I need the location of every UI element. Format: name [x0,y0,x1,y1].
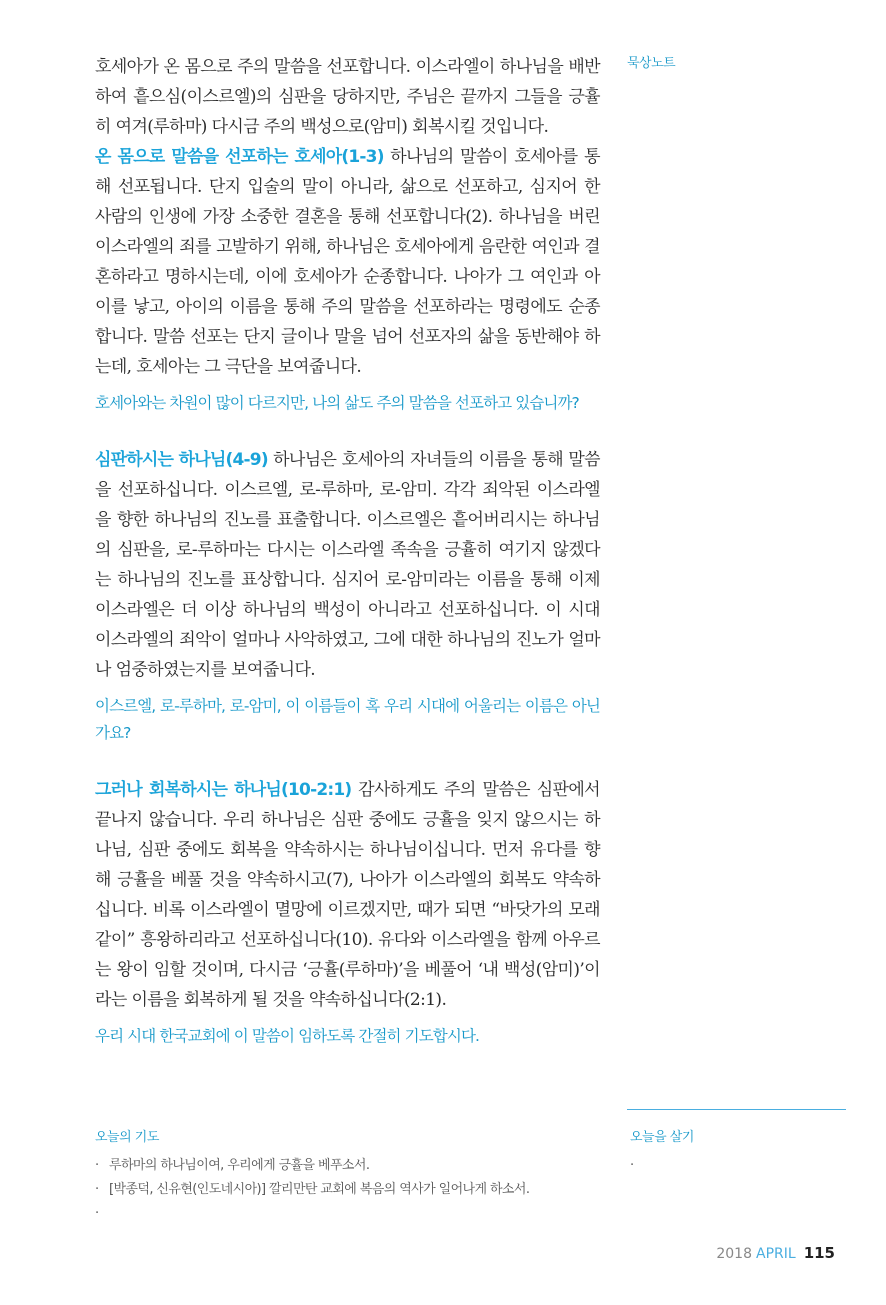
section-3 [95,775,600,1050]
page-footer [716,1244,835,1262]
main-text [95,52,600,1078]
section-1 [95,142,600,417]
reflection-question: 이스르엘, 로-루하마, 로-암미, 이 이름들이 혹 우리 시대에 어울리는 이름은 아닌가요? [95,697,600,742]
prayer-item [95,1178,600,1202]
reflection-question: 호세아와는 차원이 많이 다르지만, 나의 삶도 주의 말씀을 선포하고 있습니까? [95,394,579,412]
section-heading: 심판하시는 하나님(4-9) [95,450,268,470]
page-number: 115 [803,1244,835,1262]
section-heading: 그러나 회복하시는 하나님(10-2:1) [95,780,352,800]
bullet-icon: · [95,1182,99,1197]
section-heading: 온 몸으로 말씀을 선포하는 호세아(1-3) [95,147,384,167]
section-body: 감사하게도 주의 말씀은 심판에서 끝나지 않습니다. 우리 하나님은 심판 중에도 긍휼을 잊지 않으시는 하나님, 심판 중에도 회복을 약속하시는 하나님이십니다. 먼저 유다를 향해 긍휼을 베풀 것을 약속하시고(7), 나아가 이스라엘의 회복도 약속하십니다. 비록 이스라엘이 멸망에 이르겠지만, 때가 되면 “바닷가의 모래 같이” 흥왕하리라고 선포하십니다(10). 유다와 이스라엘을 함께 아우르는 왕이 임할 것이며, 다시금 ‘긍휼(루하마)’을 베풀어 ‘내 백성(암미)’이라는 이름을 회복하게 될 것을 약속하십니다(2:1). [95,780,600,1010]
prayer-list [95,1154,600,1226]
sidebar-label: 묵상노트 [627,56,676,71]
section-body: 하나님의 말씀이 호세아를 통해 선포됩니다. 단지 입술의 말이 아니라, 삶으로 선포하고, 심지어 한 사람의 인생에 가장 소중한 결혼을 통해 선포합니다(2). 하나님을 버린 이스라엘의 죄를 고발하기 위해, 하나님은 호세아에게 음란한 여인과 결혼하라고 명하시는데, 이에 호세아가 순종합니다. 나아가 그 여인과 아이를 낳고, 아이의 이름을 통해 주의 말씀을 선포하라는 명령에도 순종합니다. 말씀 선포는 단지 글이나 말을 넘어 선포자의 삶을 동반해야 하는데, 호세아는 그 극단을 보여줍니다. [95,147,600,377]
footer-year: 2018 [716,1246,752,1262]
sidebar-divider [627,1109,846,1110]
section-body: 하나님은 호세아의 자녀들의 이름을 통해 말씀을 선포하십니다. 이스르엘, 로-루하마, 로-암미. 각각 죄악된 이스라엘을 향한 하나님의 진노를 표출합니다. 이스르엘은 흩어버리시는 하나님의 심판을, 로-루하마는 다시는 이스라엘 족속을 긍휼히 여기지 않겠다는 하나님의 진노를 표상합니다. 심지어 로-암미라는 이름을 통해 이제 이스라엘은 더 이상 하나님의 백성이 아니라고 선포하십니다. 이 시대 이스라엘의 죄악이 얼마나 사악하였고, 그에 대한 하나님의 진노가 얼마나 엄중하였는지를 보여줍니다. [95,450,600,680]
section-paragraph [95,142,600,382]
prayer-title: 오늘의 기도 [95,1130,159,1145]
bullet-icon: · [95,1206,99,1221]
section-paragraph [95,445,600,685]
live-today-box [630,1126,840,1178]
live-today-title: 오늘을 살기 [630,1130,694,1145]
reflection-question: 우리 시대 한국교회에 이 말씀이 임하도록 간절히 기도합시다. [95,1027,480,1045]
footer-month: APRIL [756,1246,796,1262]
prayer-item-text: [박종덕, 신유현(인도네시아)] 깔리만탄 교회에 복음의 역사가 일어나게 하소서. [109,1182,530,1197]
section-paragraph [95,775,600,1015]
prayer-box [95,1126,600,1226]
bullet-icon: · [95,1158,99,1173]
prayer-item-text: 루하마의 하나님이여, 우리에게 긍휼을 베푸소서. [109,1158,370,1173]
prayer-item [95,1202,600,1226]
bullet-icon: · [630,1158,635,1173]
section-2 [95,445,600,747]
intro-paragraph: 호세아가 온 몸으로 주의 말씀을 선포합니다. 이스라엘이 하나님을 배반하여 흩으심(이스르엘)의 심판을 당하지만, 주님은 끝까지 그들을 긍휼히 여겨(루하마) 다시금 주의 백성으로(암미) 회복시킬 것입니다. [95,57,600,137]
prayer-item [95,1154,600,1178]
